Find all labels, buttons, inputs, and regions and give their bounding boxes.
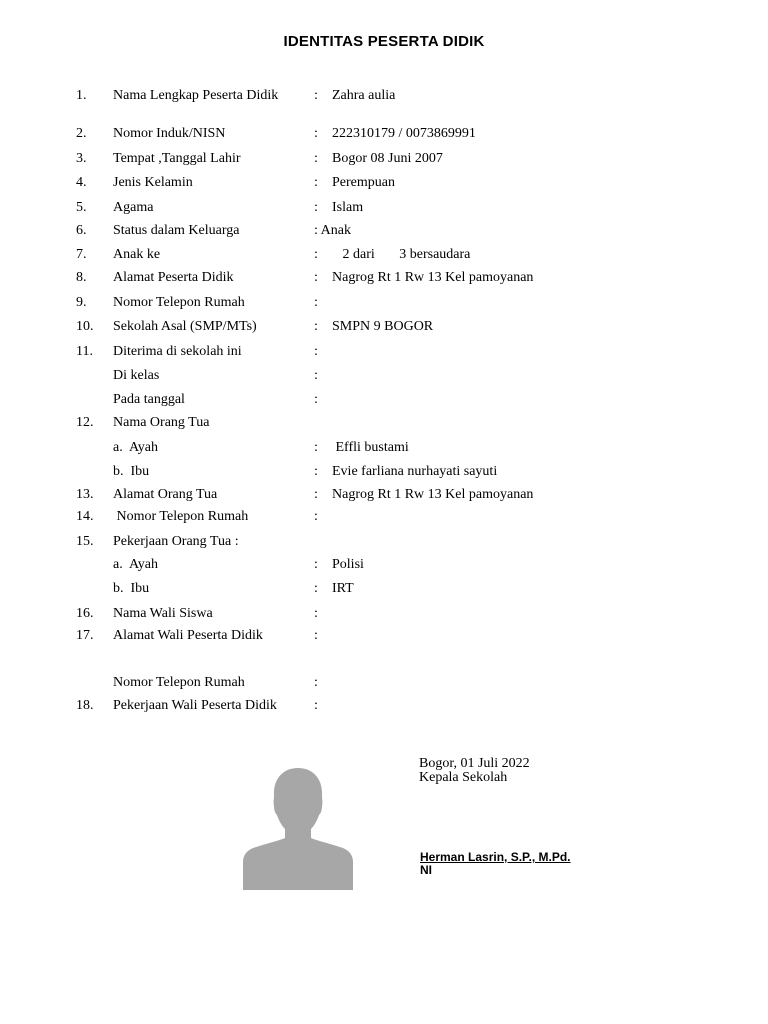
list-item: [0, 697, 768, 715]
list-item: [0, 150, 768, 168]
item-number: 15.: [76, 534, 94, 549]
item-number: 12.: [76, 415, 94, 430]
list-item: [0, 318, 768, 336]
item-value: IRT: [332, 581, 354, 596]
item-label: Alamat Wali Peserta Didik: [113, 628, 263, 643]
list-item: [0, 222, 768, 240]
item-number: 5.: [76, 200, 87, 215]
item-colon: :: [314, 509, 318, 524]
item-colon: :: [314, 557, 318, 572]
item-number: 9.: [76, 295, 87, 310]
item-value: Nagrog Rt 1 Rw 13 Kel pamoyanan: [332, 270, 534, 285]
item-colon: :: [314, 151, 318, 166]
item-colon: :: [314, 319, 318, 334]
item-colon: :: [314, 247, 318, 262]
list-item: [0, 580, 768, 598]
page-title: IDENTITAS PESERTA DIDIK: [283, 33, 485, 50]
item-colon: :: [314, 581, 318, 596]
item-value: Islam: [332, 200, 364, 215]
item-number: 4.: [76, 175, 87, 190]
item-value: Polisi: [332, 557, 364, 572]
item-label: Nama Lengkap Peserta Didik: [113, 88, 279, 103]
item-value: Zahra aulia: [332, 88, 396, 103]
item-number: 2.: [76, 126, 87, 141]
item-label: Pekerjaan Orang Tua :: [113, 534, 239, 549]
item-label: Nama Wali Siswa: [113, 606, 213, 621]
item-label: Nomor Induk/NISN: [113, 126, 226, 141]
item-label: Pekerjaan Wali Peserta Didik: [113, 698, 277, 713]
item-colon: : Anak: [314, 223, 351, 238]
item-number: 8.: [76, 270, 87, 285]
item-number: 1.: [76, 88, 87, 103]
list-item: [0, 439, 768, 457]
item-colon: :: [314, 200, 318, 215]
item-value: 2 dari 3 bersaudara: [332, 247, 471, 262]
item-label: a. Ayah: [113, 557, 158, 572]
list-item: [0, 533, 768, 551]
item-label: Sekolah Asal (SMP/MTs): [113, 319, 257, 334]
list-item: [0, 627, 768, 645]
item-value: 222310179 / 0073869991: [332, 126, 476, 141]
item-colon: :: [314, 606, 318, 621]
list-item: [0, 674, 768, 692]
item-colon: :: [314, 464, 318, 479]
item-label: Anak ke: [113, 247, 161, 262]
list-item: [0, 294, 768, 312]
item-number: 13.: [76, 487, 94, 502]
item-colon: :: [314, 698, 318, 713]
list-item: [0, 556, 768, 574]
list-item: [0, 367, 768, 385]
item-number: 18.: [76, 698, 94, 713]
item-label: Alamat Orang Tua: [113, 487, 218, 502]
item-colon: :: [314, 440, 318, 455]
item-label: Diterima di sekolah ini: [113, 344, 242, 359]
item-value: Bogor 08 Juni 2007: [332, 151, 443, 166]
list-item: [0, 414, 768, 432]
item-colon: :: [314, 175, 318, 190]
person-silhouette-icon: [243, 766, 353, 890]
list-item: [0, 508, 768, 526]
list-item: [0, 199, 768, 217]
item-label: Alamat Peserta Didik: [113, 270, 234, 285]
item-colon: :: [314, 88, 318, 103]
item-value: Perempuan: [332, 175, 395, 190]
signer-name-text: Herman Lasrin, S.P., M.Pd.: [420, 850, 571, 864]
item-colon: :: [314, 392, 318, 407]
list-item: [0, 125, 768, 143]
signature-position: Kepala Sekolah: [419, 770, 508, 785]
item-number: 14.: [76, 509, 94, 524]
item-label: Nama Orang Tua: [113, 415, 210, 430]
item-value: SMPN 9 BOGOR: [332, 319, 434, 334]
item-colon: :: [314, 126, 318, 141]
item-label: b. Ibu: [113, 464, 150, 479]
list-item: [0, 269, 768, 287]
item-label: Di kelas: [113, 368, 160, 383]
item-label: Pada tanggal: [113, 392, 185, 407]
list-item: [0, 486, 768, 504]
list-item: [0, 463, 768, 481]
item-colon: :: [314, 344, 318, 359]
list-item: [0, 87, 768, 105]
item-number: 11.: [76, 344, 93, 359]
item-colon: :: [314, 270, 318, 285]
item-colon: :: [314, 487, 318, 502]
item-colon: :: [314, 368, 318, 383]
signer-id-label: NI: [420, 863, 432, 877]
list-item: [0, 605, 768, 623]
item-colon: :: [314, 628, 318, 643]
item-label: Agama: [113, 200, 154, 215]
list-item: [0, 343, 768, 361]
item-label: Jenis Kelamin: [113, 175, 193, 190]
signature-place-date: Bogor, 01 Juli 2022: [419, 756, 530, 771]
item-colon: :: [314, 295, 318, 310]
signer-name: [420, 851, 571, 864]
item-value: Evie farliana nurhayati sayuti: [332, 464, 498, 479]
item-label: Tempat ,Tanggal Lahir: [113, 151, 241, 166]
list-item: [0, 391, 768, 409]
item-value: Effli bustami: [332, 440, 409, 455]
item-value: Nagrog Rt 1 Rw 13 Kel pamoyanan: [332, 487, 534, 502]
item-label: b. Ibu: [113, 581, 150, 596]
item-number: 6.: [76, 223, 87, 238]
list-item: [0, 174, 768, 192]
item-label: Status dalam Keluarga: [113, 223, 240, 238]
item-number: 16.: [76, 606, 94, 621]
item-number: 3.: [76, 151, 87, 166]
item-label: Nomor Telepon Rumah: [113, 509, 249, 524]
list-item: [0, 246, 768, 264]
item-label: Nomor Telepon Rumah: [113, 295, 245, 310]
item-label: a. Ayah: [113, 440, 158, 455]
item-number: 17.: [76, 628, 94, 643]
item-number: 10.: [76, 319, 94, 334]
item-colon: :: [314, 675, 318, 690]
item-label: Nomor Telepon Rumah: [113, 675, 245, 690]
item-number: 7.: [76, 247, 87, 262]
